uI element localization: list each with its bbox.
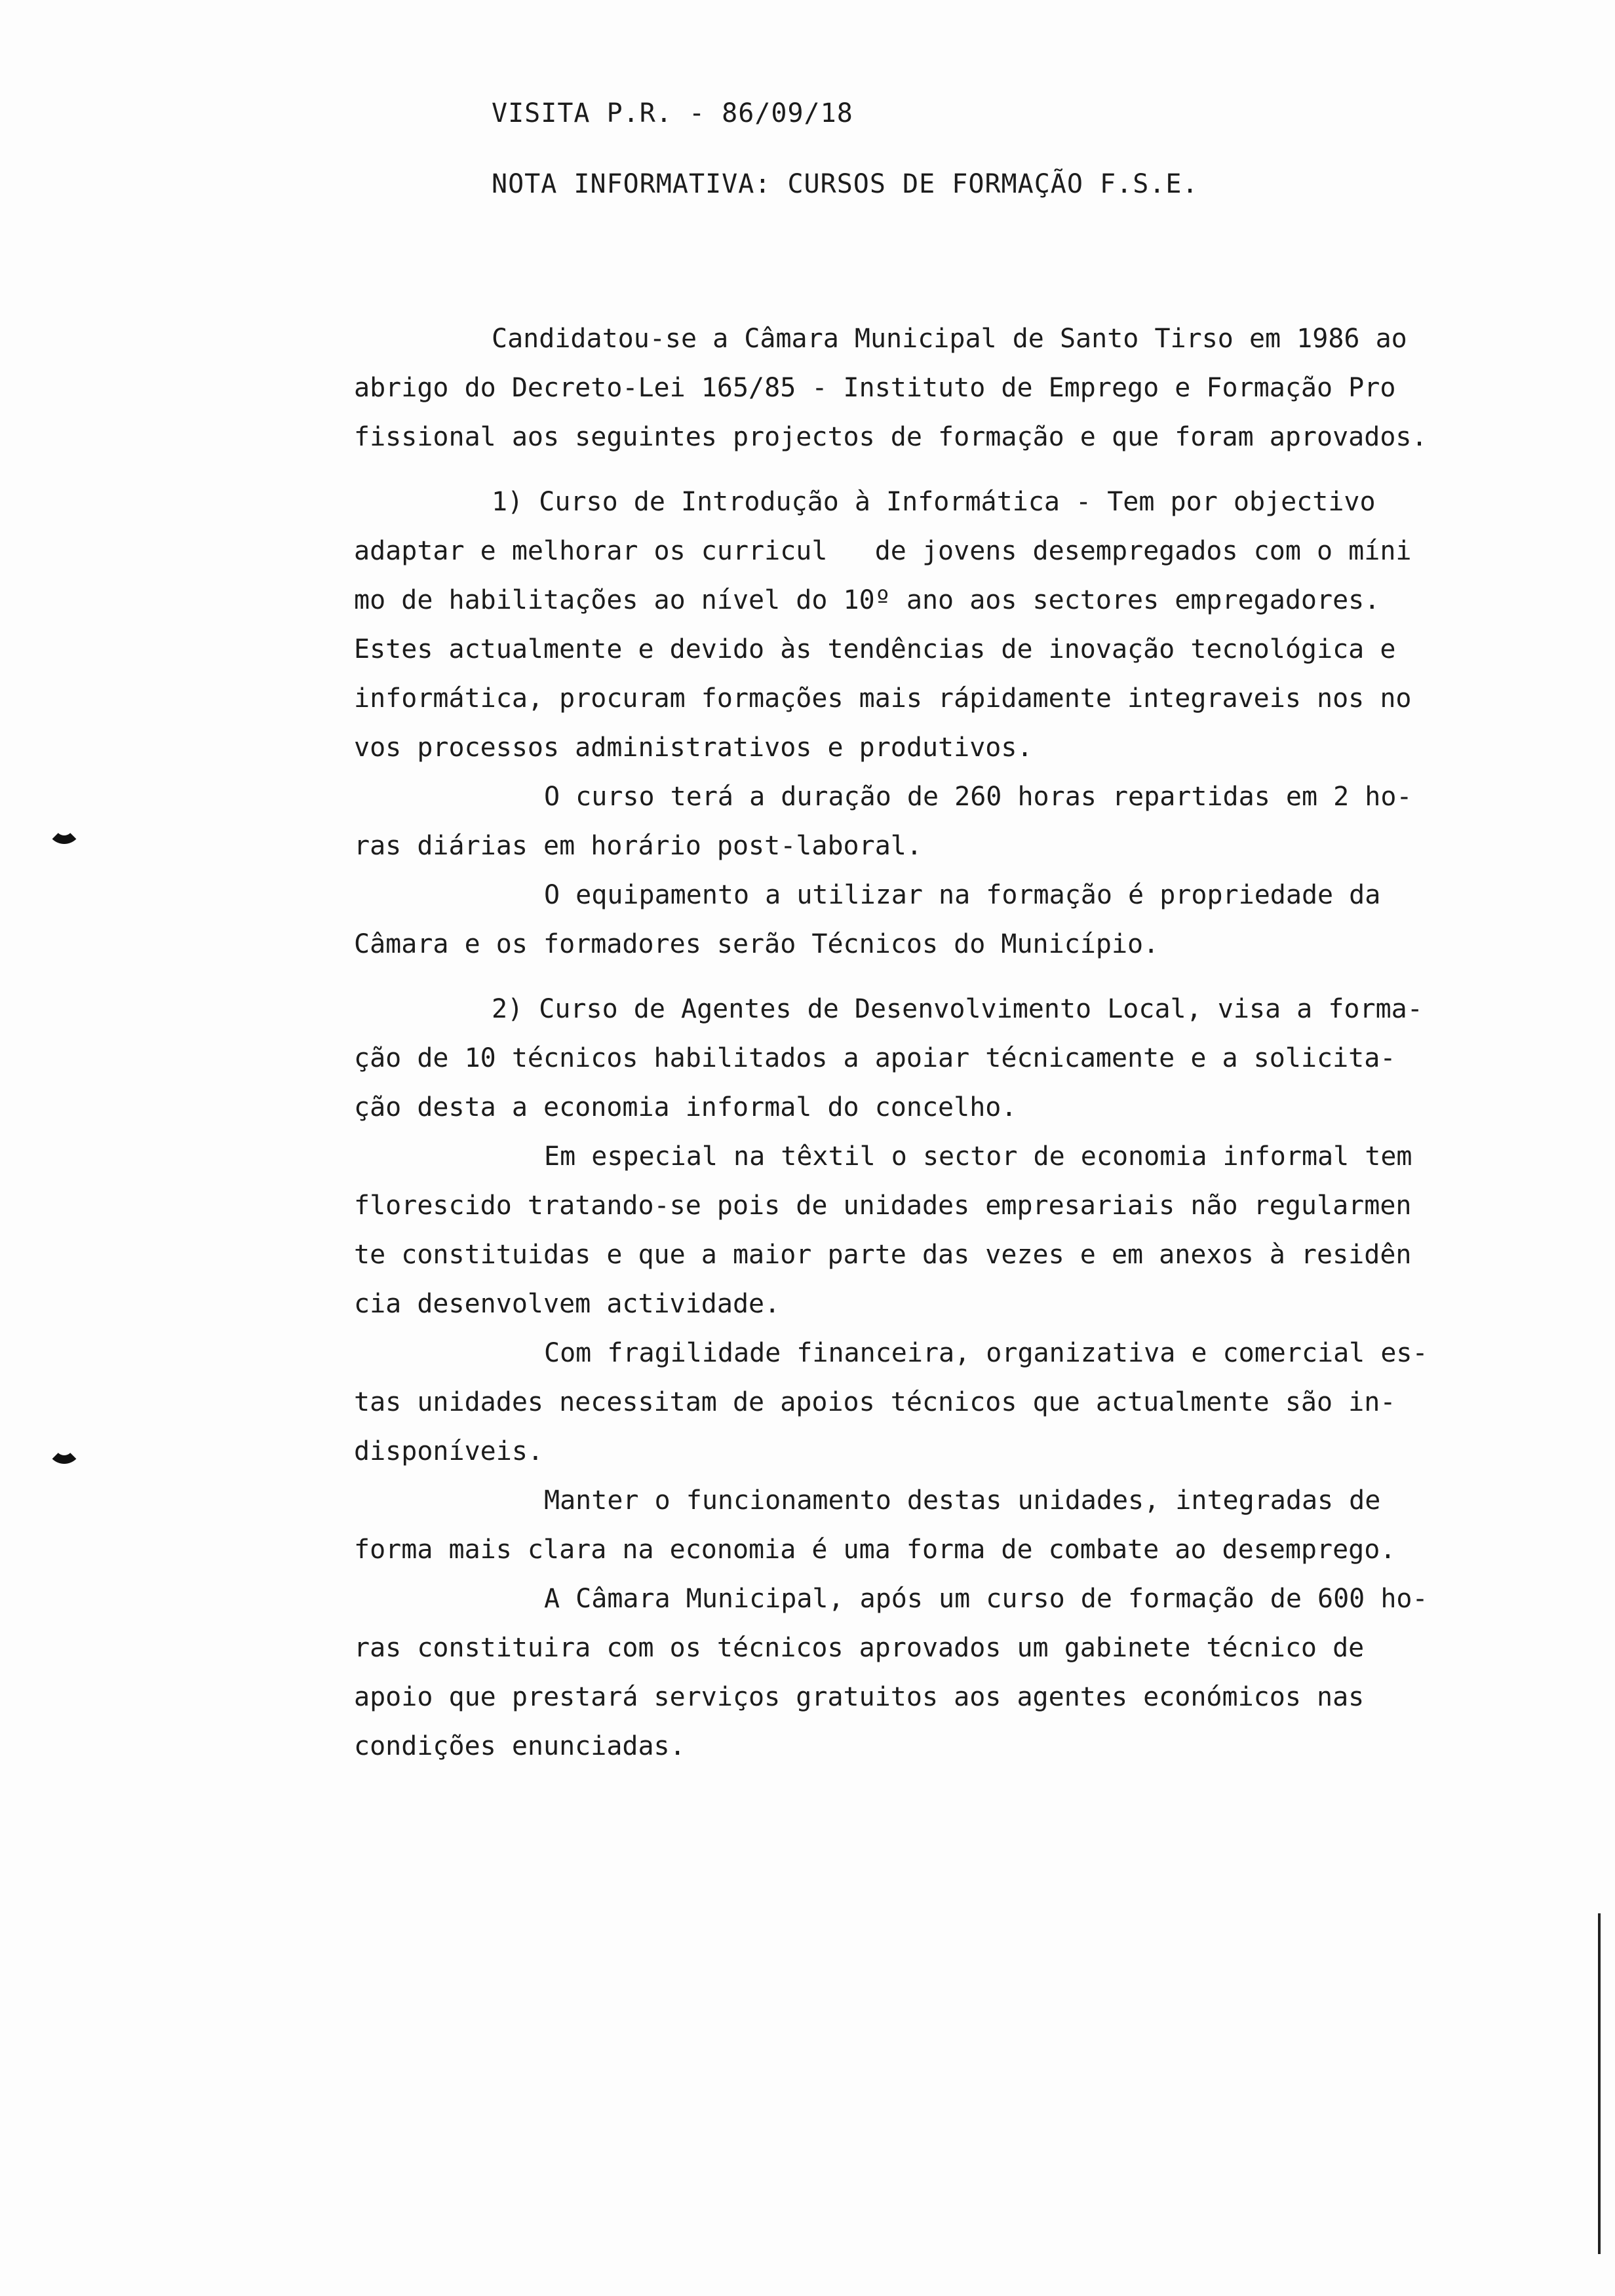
text-line: ras diárias em horário post-laboral. — [354, 831, 922, 861]
text-line: fissional aos seguintes projectos de formação e que foram aprovados. — [354, 422, 1428, 452]
text-line: adaptar e melhorar os curricul de jovens desempregados com o míni — [354, 536, 1412, 566]
punch-hole-mark — [47, 1430, 81, 1464]
text-line: tas unidades necessitam de apoios técnicos que actualmente são in- — [354, 1387, 1396, 1417]
text-line: ção de 10 técnicos habilitados a apoiar técnicamente e a solicita- — [354, 1043, 1396, 1073]
note-title: NOTA INFORMATIVA: CURSOS DE FORMAÇÃO F.S.E. — [492, 169, 1199, 199]
paragraph-gap — [354, 969, 1553, 985]
text-line: ras constituira com os técnicos aprovados um gabinete técnico de — [354, 1633, 1365, 1663]
text-line: Candidatou-se a Câmara Municipal de Santo Tirso em 1986 ao — [492, 324, 1407, 354]
visit-line: VISITA P.R. - 86/09/18 — [492, 98, 853, 128]
text-line: Em especial na têxtil o sector de economia informal tem — [544, 1141, 1412, 1172]
text-line: Manter o funcionamento destas unidades, integradas de — [544, 1485, 1381, 1516]
text-line: 2) Curso de Agentes de Desenvolvimento Local, visa a forma- — [492, 994, 1423, 1024]
text-line: ção desta a economia informal do concelho. — [354, 1092, 1017, 1122]
text-line: Câmara e os formadores serão Técnicos do Município. — [354, 929, 1159, 959]
text-line: forma mais clara na economia é uma forma de combate ao desemprego. — [354, 1535, 1396, 1565]
text-line: abrigo do Decreto-Lei 165/85 - Instituto de Emprego e Formação Pro — [354, 373, 1396, 403]
page-edge-mark — [1598, 1913, 1601, 2254]
text-line: condições enunciadas. — [354, 1731, 686, 1761]
text-line: cia desenvolvem actividade. — [354, 1289, 781, 1319]
text-line: disponíveis. — [354, 1436, 543, 1466]
text-line: florescido tratando-se pois de unidades empresariais não regularmen — [354, 1191, 1412, 1221]
punch-hole-mark — [47, 810, 81, 844]
text-line: O equipamento a utilizar na formação é propriedade da — [544, 880, 1381, 910]
body-text — [354, 315, 1553, 1771]
text-line: Com fragilidade financeira, organizativa e comercial es- — [544, 1338, 1428, 1368]
text-line: apoio que prestará serviços gratuitos aos agentes económicos nas — [354, 1682, 1365, 1712]
text-line: O curso terá a duração de 260 horas repartidas em 2 ho- — [544, 782, 1412, 812]
text-line: Estes actualmente e devido às tendências de inovação tecnológica e — [354, 634, 1396, 664]
text-line: te constituidas e que a maior parte das vezes e em anexos à residên — [354, 1240, 1412, 1270]
text-line: mo de habilitações ao nível do 10º ano aos sectores empregadores. — [354, 585, 1380, 615]
text-line: informática, procuram formações mais rápidamente integraveis nos no — [354, 683, 1412, 714]
text-line: vos processos administrativos e produtivos. — [354, 733, 1033, 763]
text-line: 1) Curso de Introdução à Informática - Tem por objectivo — [492, 487, 1376, 517]
paragraph-gap — [354, 462, 1553, 478]
text-line: A Câmara Municipal, após um curso de formação de 600 ho- — [544, 1584, 1428, 1614]
